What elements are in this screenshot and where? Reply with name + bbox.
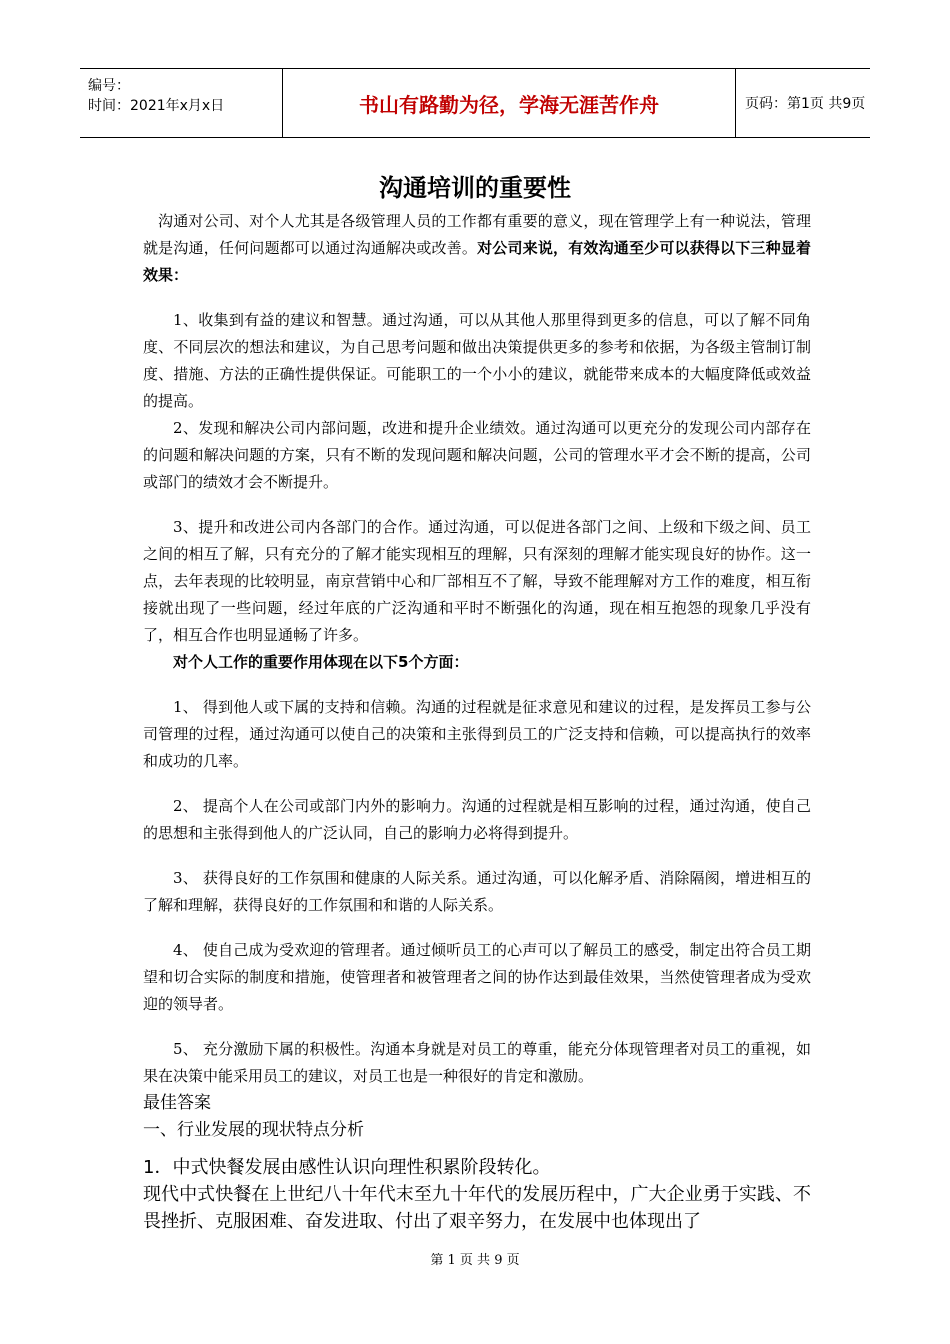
intro-text: 沟通对公司、对个人尤其是各级管理人员的工作都有重要的意义，现在管理学上有一种说法，管理就是沟通，任何问题都可以通过沟通解决或改善。 — [143, 212, 811, 257]
header-meta-cell — [80, 69, 282, 137]
company-effect-paragraph: 2、发现和解决公司内部问题，改进和提升企业绩效。通过沟通可以更充分的发现公司内部存在的问题和解决问题的方案，只有不断的发现问题和解决问题，公司的管理水平才会不断的提高，公司或部门的绩效才会不断提升。 — [143, 419, 811, 491]
document-header — [80, 68, 870, 138]
intro-bold-text: 对公司来说，有效沟通至少可以获得以下三种显着效果： — [143, 239, 811, 284]
personal-effect-paragraph: 4、 使自己成为受欢迎的管理者。通过倾听员工的心声可以了解员工的感受，制定出符合员工期望和切合实际的制度和措施，使管理者和被管理者之间的协作达到最佳效果，当然使管理者成为受欢迎的领导者。 — [143, 941, 811, 1013]
intro-paragraph — [143, 208, 811, 289]
personal-effect-paragraph: 3、 获得良好的工作氛围和健康的人际关系。通过沟通，可以化解矛盾、消除隔阂，增进相互的了解和理解，获得良好的工作氛围和和谐的人际关系。 — [143, 869, 811, 914]
personal-effect-paragraph: 2、 提高个人在公司或部门内外的影响力。沟通的过程就是相互影响的过程，通过沟通，使自己的思想和主张得到他人的广泛认同，自己的影响力必将得到提升。 — [143, 797, 811, 842]
header-motto-cell — [282, 69, 736, 137]
personal-effect-paragraph: 5、 充分激励下属的积极性。沟通本身就是对员工的尊重，能充分体现管理者对员工的重视，如果在决策中能采用员工的建议，对员工也是一种很好的肯定和激励。 — [143, 1040, 811, 1085]
sub-heading: 1．中式快餐发展由感性认识向理性积累阶段转化。 — [143, 1157, 551, 1178]
page-footer: 第 1 页 共 9 页 — [430, 1253, 520, 1268]
company-effect-paragraph: 3、提升和改进公司内各部门的合作。通过沟通，可以促进各部门之间、上级和下级之间、员工之间的相互了解，只有充分的了解才能实现相互的理解，只有深刻的理解才能实现良好的协作。这一点，去年表现的比较明显，南京营销中心和厂部相互不了解，导致不能理解对方工作的难度，相互衔接就出现了一些问题，经过年底的广泛沟通和平时不断强化的沟通，现在相互抱怨的现象几乎没有了，相互合作也明显通畅了许多。 — [143, 518, 811, 644]
best-answer-label: 最佳答案 — [143, 1093, 211, 1113]
document-body — [143, 208, 811, 1235]
document-number-label: 编号： — [88, 78, 130, 94]
document-title: 沟通培训的重要性 — [379, 174, 571, 202]
header-page-cell — [735, 69, 870, 137]
company-effect-paragraph: 1、收集到有益的建议和智慧。通过沟通，可以从其他人那里得到更多的信息，可以了解不同角度、不同层次的想法和建议，为自己思考问题和做出决策提供更多的参考和依据，为各级主管制订制度、措施、方法的正确性提供保证。可能职工的一个小小的建议，就能带来成本的大幅度降低或效益的提高。 — [143, 311, 811, 410]
header-motto: 书山有路勤为径，学海无涯苦作舟 — [359, 93, 659, 117]
personal-section-heading: 对个人工作的重要作用体现在以下5个方面： — [173, 653, 469, 671]
answer-paragraph: 现代中式快餐在上世纪八十年代末至九十年代的发展历程中，广大企业勇于实践、不畏挫折、克服困难、奋发进取、付出了艰辛努力，在发展中也体现出了 — [143, 1184, 811, 1232]
personal-effect-paragraph: 1、 得到他人或下属的支持和信赖。沟通的过程就是征求意见和建议的过程，是发挥员工参与公司管理的过程，通过沟通可以使自己的决策和主张得到员工的广泛支持和信赖，可以提高执行的效率和成功的几率。 — [143, 698, 811, 770]
header-page-info: 页码：第1页 共9页 — [745, 96, 866, 112]
document-time-label: 时间：2021年x月x日 — [88, 98, 225, 114]
section-heading: 一、行业发展的现状特点分析 — [143, 1120, 364, 1140]
